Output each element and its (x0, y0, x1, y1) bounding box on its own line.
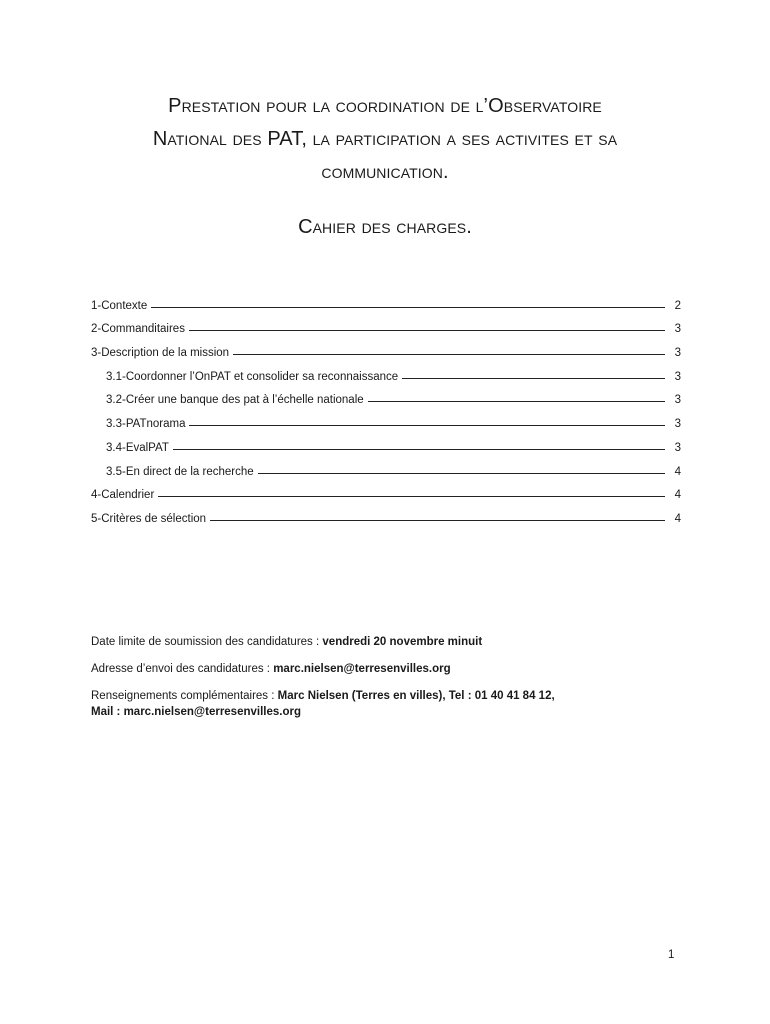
toc-page-number: 3 (674, 418, 681, 431)
toc-leader (258, 473, 665, 474)
toc-page-number: 3 (674, 441, 681, 454)
toc-entry-coordonner-onpat[interactable] (91, 359, 681, 383)
toc-leader (368, 401, 665, 402)
toc-page-number: 4 (674, 465, 681, 478)
toc-page-number: 2 (674, 299, 681, 312)
toc-leader (233, 354, 665, 355)
toc-entry-calendrier[interactable] (91, 478, 681, 502)
toc-label: 3.2-Créer une banque des pat à l’échelle nationale (106, 394, 364, 407)
extra-info-line (91, 688, 691, 720)
toc-page-number: 3 (674, 347, 681, 360)
toc-label: 5-Critères de sélection (91, 512, 207, 525)
toc-leader (189, 425, 665, 426)
toc-label: 3.5-En direct de la recherche (106, 465, 254, 478)
toc-entry-en-direct-recherche[interactable] (91, 454, 681, 478)
page-number: 1 (668, 949, 675, 961)
toc-entry-criteres-selection[interactable] (91, 501, 681, 525)
toc-label: 1-Contexte (91, 299, 148, 312)
title-line-2: National des PAT, la participation a ses activites et sa (152, 128, 618, 150)
toc-entry-contexte[interactable] (91, 288, 681, 312)
deadline-label: Date limite de soumission des candidatures : (91, 636, 323, 648)
contact-mail[interactable]: Mail : marc.nielsen@terresenvilles.org (91, 706, 301, 718)
title-line-1: Prestation pour la coordination de l’Observatoire (168, 95, 602, 117)
deadline-line (91, 634, 691, 650)
toc-label: 3.4-EvalPAT (106, 441, 169, 454)
toc-leader (402, 378, 665, 379)
toc-leader (173, 449, 665, 450)
title-line-3: communication. (321, 161, 449, 183)
toc-entry-patnorama[interactable] (91, 406, 681, 430)
toc-entry-commanditaires[interactable] (91, 312, 681, 336)
submission-info (91, 634, 691, 731)
toc-entry-evalpat[interactable] (91, 430, 681, 454)
toc-page-number: 4 (674, 512, 681, 525)
toc-label: 4-Calendrier (91, 489, 155, 502)
toc-label: 2-Commanditaires (91, 323, 185, 336)
document-title (0, 90, 770, 244)
contact-details: Marc Nielsen (Terres en villes), Tel : 01 40 41 84 12, (277, 690, 555, 702)
toc-leader (189, 330, 665, 331)
toc-page-number: 3 (674, 323, 681, 336)
toc-leader (158, 496, 665, 497)
toc-page-number: 3 (674, 394, 681, 407)
extra-info-label: Renseignements complémentaires : (91, 690, 278, 702)
toc-label: 3-Description de la mission (91, 347, 230, 360)
toc-entry-banque-pat[interactable] (91, 383, 681, 407)
toc-leader (210, 520, 665, 521)
address-email[interactable]: marc.nielsen@terresenvilles.org (273, 663, 451, 675)
toc-entry-description-mission[interactable] (91, 335, 681, 359)
table-of-contents (91, 288, 681, 525)
toc-label: 3.3-PATnorama (106, 418, 186, 431)
toc-leader (151, 307, 665, 308)
document-subtitle: Cahier des charges. (298, 216, 472, 238)
address-line (91, 661, 691, 677)
toc-page-number: 4 (674, 489, 681, 502)
address-label: Adresse d’envoi des candidatures : (91, 663, 274, 675)
toc-label: 3.1-Coordonner l’OnPAT et consolider sa reconnaissance (106, 370, 399, 383)
deadline-value: vendredi 20 novembre minuit (322, 636, 483, 648)
toc-page-number: 3 (674, 370, 681, 383)
